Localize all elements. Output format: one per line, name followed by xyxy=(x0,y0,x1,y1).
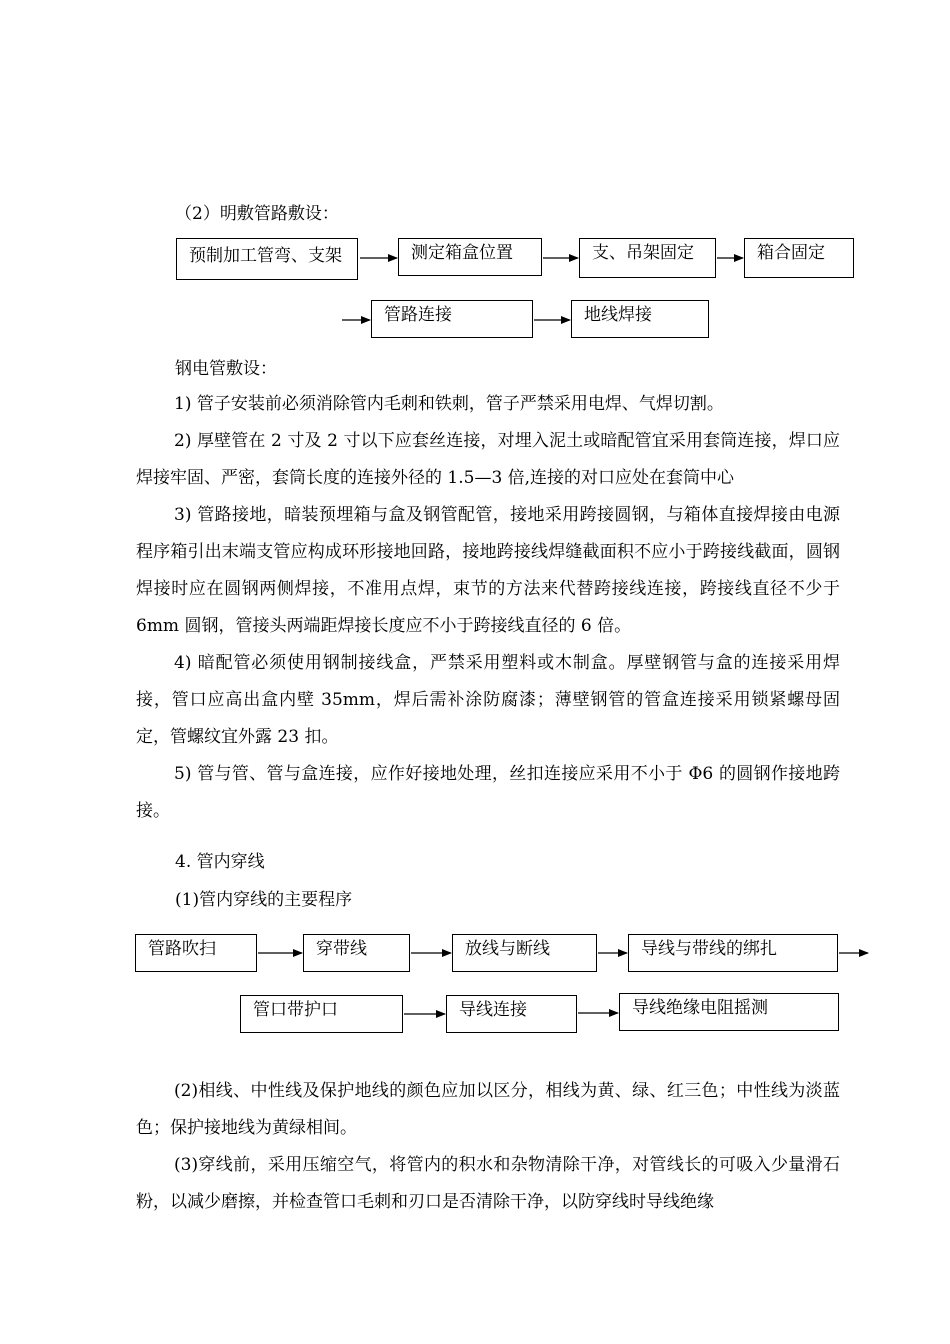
flow-step-bind-wire: 导线与带线的绑扎 xyxy=(628,934,838,972)
paragraph: (2)相线、中性线及保护地线的颜色应加以区分，相线为黄、绿、红三色；中性线为淡蓝色；保护接地线为黄绿相间。 xyxy=(136,1081,840,1138)
list-item: 1) 管子安装前必须消除管内毛刺和铁刺，管子严禁采用电焊、气焊切割。 xyxy=(174,394,724,414)
list-item: 3) 管路接地，暗装预埋箱与盒及钢管配管，接地采用跨接圆钢，与箱体直接焊接由电源程序箱引出末端支管应构成环形接地回路，接地跨接线焊缝截面积不应小于跨接线截面，圆钢焊接时应在圆钢两侧焊接，不准用点焊，束节的方法来代替跨接线连接，跨接线直径不少于 6mm 圆钢，管接头两端距焊接长度应不小于跨接线直径的 6 倍。 xyxy=(136,505,840,636)
list-item: 4) 暗配管必须使用钢制接线盒，严禁采用塑料或木制盒。厚壁钢管与盒的连接采用焊接，管口应高出盒内壁 35mm，焊后需补涂防腐漆；薄壁钢管的管盒连接采用锁紧螺母固定，管螺纹宜外露 23 扣。 xyxy=(136,653,840,747)
section-heading-wiring: 4. 管内穿线 xyxy=(175,852,265,872)
flow-step-pull-wire: 穿带线 xyxy=(303,934,410,972)
section-heading-steel: 钢电管敷设： xyxy=(175,359,277,379)
flow-step-ground-weld: 地线焊接 xyxy=(571,300,709,338)
flow-step-hanger-fix: 支、吊架固定 xyxy=(579,238,716,278)
flow-step-lay-cut: 放线与断线 xyxy=(452,934,597,972)
flow-step-pipe-connect: 管路连接 xyxy=(371,300,533,338)
flow-step-insulation-test: 导线绝缘电阻摇测 xyxy=(619,993,839,1031)
flow-step-bushing: 管口带护口 xyxy=(240,995,403,1033)
flow-step-prefab: 预制加工管弯、支架 xyxy=(176,238,358,280)
flow-step-locate-boxes: 测定箱盒位置 xyxy=(398,238,542,276)
list-item: 2) 厚壁管在 2 寸及 2 寸以下应套丝连接，对埋入泥土或暗配管宜采用套筒连接，焊口应焊接牢固、严密，套筒长度的连接外径的 1.5—3 倍,连接的对口应处在套筒中心 xyxy=(136,431,840,488)
flow-step-wire-connect: 导线连接 xyxy=(446,995,577,1033)
flow-step-blow-pipe: 管路吹扫 xyxy=(135,934,257,972)
subheading-wiring-procedure: (1)管内穿线的主要程序 xyxy=(175,890,353,910)
flow-step-box-fix: 箱合固定 xyxy=(744,238,854,278)
section-heading-open-conduit: （2）明敷管路敷设： xyxy=(175,204,339,224)
list-item: 5) 管与管、管与盒连接，应作好接地处理，丝扣连接应采用不小于 Φ6 的圆钢作接地跨接。 xyxy=(136,764,840,821)
paragraph: (3)穿线前，采用压缩空气，将管内的积水和杂物清除干净，对管线长的可吸入少量滑石粉，以减少磨擦，并检查管口毛刺和刃口是否清除干净，以防穿线时导线绝缘 xyxy=(136,1155,840,1212)
